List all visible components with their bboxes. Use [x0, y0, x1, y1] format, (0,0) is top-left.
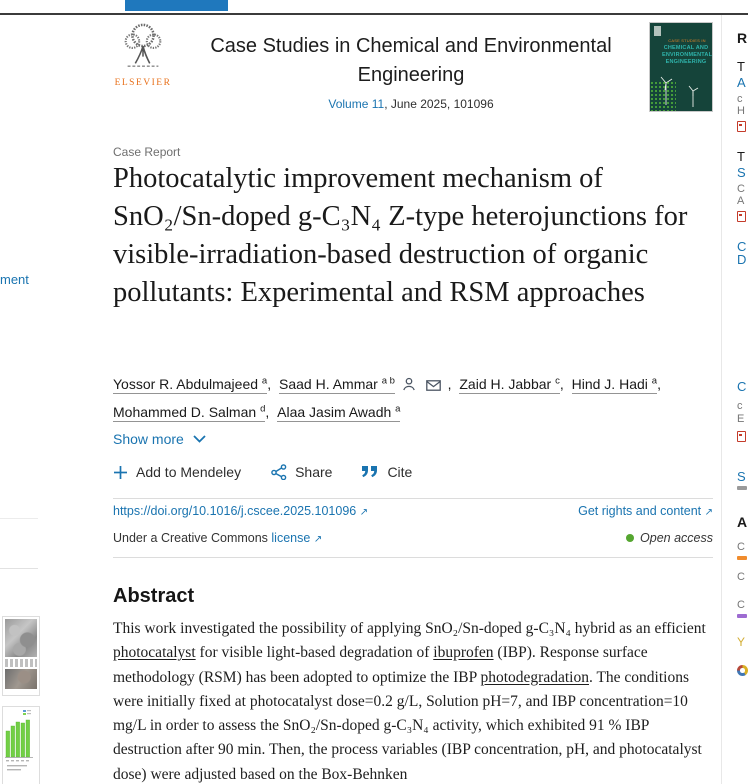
recommended-article-fragment[interactable]: S [737, 165, 746, 180]
journal-title-link[interactable]: Case Studies in Chemical and Environmental Engineering [210, 35, 612, 86]
article-title: Photocatalytic improvement mechanism of SnO₂/Sn-doped g-C₃N₄ Z-type heterojunctions for visible-irradiation-based destruction of organic pollutants: Experimental and RSM approaches [113, 163, 688, 308]
author-link[interactable]: Alaa Jasim Awadh $^a$ [277, 403, 401, 421]
share-icon [271, 464, 287, 480]
view-pdf-icon[interactable] [737, 211, 746, 222]
cover-dot-pattern [650, 81, 676, 111]
author-link[interactable]: Saad H. Ammar $^{a b}$ [279, 375, 395, 392]
recommended-article-fragment[interactable]: C [737, 239, 747, 254]
inline-term-link[interactable]: ibuprofen [433, 644, 494, 662]
add-to-mendeley-button[interactable] [113, 464, 241, 480]
cover-line: CHEMICAL AND [663, 45, 709, 51]
abstract-text: This work investigated the possibility of applying SnO₂/Sn-doped g-C₃N₄ hybrid as an efficient photocatalyst for visible light-based degradation of ibuprofen (IBP). Response surface methodology (RSM) has been adopted to optimize the IBP photodegradation. The conditions were initially fixed at photocatalyst dose=0.2 g/L, Solution pH=7, and IBP concentration=10 mg/L in order to assess the SnO₂/Sn-doped g-C₃N₄ activity, which exhibited 91 % IBP destruction after 90 min. Then, the process variables (IBP concentration, pH, and photocatalyst dose) were adjusted based on the Box-Behnken [113, 620, 706, 783]
recommended-article-fragment[interactable]: C [737, 541, 745, 553]
recommended-article-fragment[interactable]: A [737, 514, 748, 530]
recommended-article-fragment[interactable]: A [737, 195, 745, 207]
volume-line [173, 97, 649, 111]
share-button[interactable] [271, 464, 332, 480]
elsevier-tree-icon [118, 22, 168, 72]
elsevier-logo[interactable] [113, 22, 173, 88]
license-prefix: Under a Creative Commons [113, 531, 268, 545]
divider [113, 498, 713, 499]
recommended-article-fragment[interactable]: C [737, 379, 747, 394]
open-access-badge [626, 531, 713, 545]
recommended-article-fragment[interactable]: C [737, 599, 745, 611]
recommended-article-fragment[interactable]: R [737, 30, 748, 46]
external-link-icon: ↗ [359, 507, 369, 518]
open-access-label: Open access [640, 531, 713, 545]
chevron-down-icon [193, 435, 206, 443]
cover-kicker: CASE STUDIES IN [668, 38, 706, 43]
show-more-button[interactable] [113, 431, 206, 447]
view-pdf-icon[interactable] [737, 431, 746, 442]
author-list: Yossor R. Abdulmajeed $^a$, Saad H. Ammar $^{a b}$ , Zaid H. Jabbar $^c$, Hind J. Hadi $^a$, Mohammed D. Salman $^d$, Alaa Jasim Awadh $^a$ [113, 375, 661, 421]
volume-suffix: , June 2025, 101096 [384, 97, 494, 111]
external-link-icon: ↗ [704, 507, 713, 518]
metric-bar-fragment [737, 556, 747, 560]
journal-banner [113, 22, 713, 116]
cite-quote-icon [362, 466, 379, 478]
recommended-article-fragment[interactable]: T [737, 59, 745, 74]
author-link[interactable]: Mohammed D. Salman $^d$ [113, 403, 266, 421]
show-more-label: Show more [113, 431, 184, 447]
cite-label: Cite [387, 464, 413, 480]
recommended-article-fragment[interactable]: E [737, 413, 745, 425]
author-link[interactable]: Hind J. Hadi $^a$ [571, 375, 658, 392]
cover-line: ENGINEERING [665, 59, 707, 65]
figure-thumbnail-chart[interactable] [2, 706, 40, 784]
share-label: Share [295, 464, 333, 480]
plus-icon [113, 465, 128, 480]
sidebar-link-fragment[interactable]: ment [0, 272, 29, 287]
cite-button[interactable] [362, 464, 412, 480]
journal-title-block [173, 22, 649, 111]
altmetric-donut-icon [737, 665, 748, 676]
mendeley-label: Add to Mendeley [136, 464, 242, 480]
sem-image [5, 619, 37, 657]
recommended-article-fragment[interactable]: S [737, 469, 746, 484]
recommended-article-fragment[interactable]: C [737, 571, 745, 583]
recommended-article-fragment[interactable]: c [737, 400, 743, 412]
doi-row [113, 504, 713, 518]
license-link[interactable]: license [271, 531, 311, 545]
get-rights-link[interactable]: Get rights and content [578, 504, 702, 518]
right-sidebar [721, 0, 748, 784]
action-bar [113, 464, 412, 480]
sem-image [5, 669, 37, 689]
recommended-article-fragment[interactable]: c [737, 93, 743, 105]
article-type-label: Case Report [113, 145, 181, 159]
inline-term-link[interactable]: photocatalyst [113, 644, 196, 662]
author-link[interactable]: Yossor R. Abdulmajeed $^a$ [113, 375, 268, 392]
recommended-article-fragment[interactable]: T [737, 149, 745, 164]
recommended-article-fragment[interactable]: D [737, 252, 747, 267]
metric-bar-fragment [737, 614, 747, 618]
volume-link[interactable]: Volume 11 [328, 97, 385, 111]
sidebar-divider [0, 568, 38, 569]
doi-link[interactable]: https://doi.org/10.1016/j.cscee.2025.101096 [113, 504, 357, 518]
author-profile-icon[interactable] [402, 377, 416, 391]
metric-bar-fragment [737, 486, 747, 490]
author-link[interactable]: Zaid H. Jabbar $^c$ [459, 375, 560, 392]
figure-thumbnail-sem[interactable] [2, 616, 40, 696]
journal-cover-image[interactable] [649, 22, 713, 112]
divider [113, 557, 713, 558]
recommended-article-fragment[interactable]: A [737, 75, 746, 90]
bar-chart-thumbnail [5, 709, 33, 781]
sidebar-divider [0, 518, 38, 519]
recommended-article-fragment[interactable]: Y [737, 635, 746, 649]
abstract-heading: Abstract [113, 585, 195, 607]
external-link-icon: ↗ [313, 534, 323, 545]
thumbnail-caption-lines [5, 659, 37, 667]
header-rule [0, 13, 748, 15]
license-row [113, 531, 713, 545]
open-access-dot-icon [626, 534, 634, 542]
elsevier-wordmark: ELSEVIER [114, 78, 172, 88]
inline-term-link[interactable]: photodegradation [480, 668, 589, 686]
sidebar-border [721, 15, 722, 784]
cover-line: ENVIRONMENTAL [662, 52, 713, 58]
recommended-article-fragment[interactable]: H [737, 105, 745, 117]
top-nav-fragment [125, 0, 228, 11]
email-envelope-icon[interactable] [426, 380, 441, 391]
view-pdf-icon[interactable] [737, 121, 746, 132]
recommended-article-fragment[interactable]: C [737, 183, 745, 195]
